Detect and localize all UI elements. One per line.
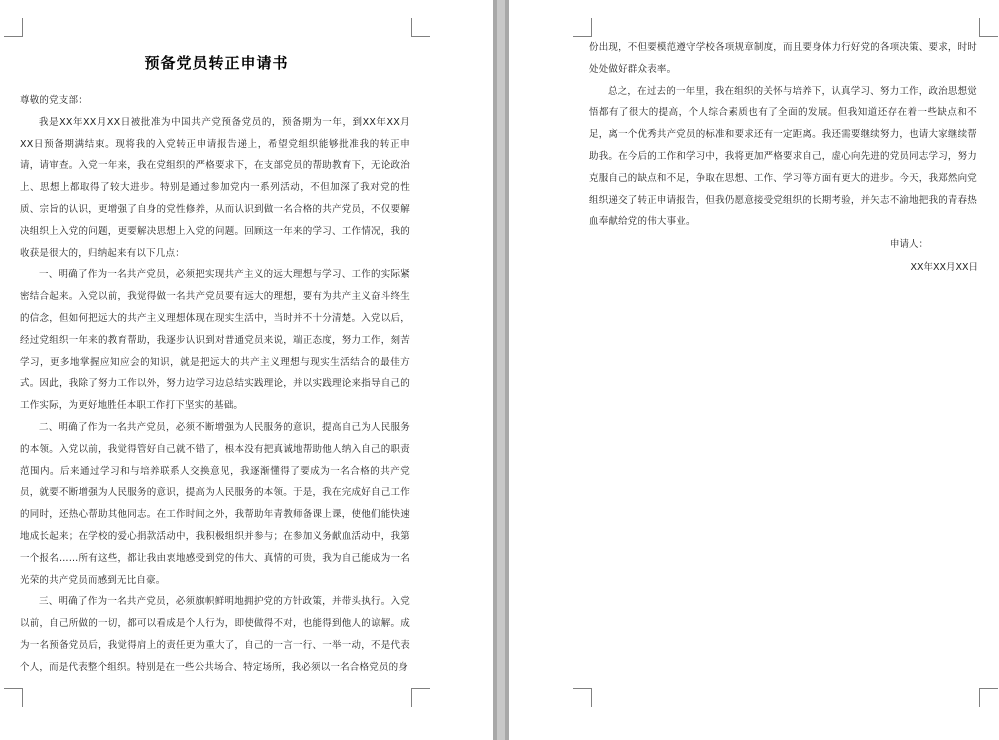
document-body-page-2 <box>589 37 977 233</box>
page-separator-highlight <box>497 0 505 740</box>
document-page-1 <box>0 0 493 740</box>
body-paragraph: 三、明确了作为一名共产党员，必须旗帜鲜明地拥护党的方针政策，并带头执行。入党以前，自己所做的一切，都可以看成是个人行为，即使做得不对，也能得到他人的谅解。成为一名预备党员后，我觉得肩上的责任更为重大了，自己的一言一行、一举一动，不是代表个人，而是代表整个组织。特别是在一些公共场合、特定场所，我必须以一名合格党员的身 <box>20 596 410 673</box>
body-paragraph: 二、明确了作为一名共产党员，必须不断增强为人民服务的意识，提高自己为人民服务的本领。入党以前，我觉得管好自己就不错了，根本没有把真诚地帮助他人纳入自己的职责范围内。后来通过学习和与培养联系人交换意见，我逐渐懂得了要成为一名合格的共产党员，就要不断增强为人民服务的意识，提高为人民服务的本领。于是，我在完成好自己工作的同时，还热心帮助其他同志。在工作时间之外，我帮助年青教师备课上课，使他们能快速地成长起来；在学校的爱心捐款活动中，我积极组织并参与；在参加义务献血活动中，我第一个报名……所有这些，都让我由衷地感受到党的伟大、真情的可贵，我为自己能成为一名光荣的共产党员而感到无比自豪。 <box>20 421 410 586</box>
crop-mark-bottom-right <box>411 688 430 707</box>
document-title: 预备党员转正申请书 <box>144 54 289 72</box>
crop-mark-top-left <box>4 18 23 37</box>
signature-label: 申请人： <box>889 239 928 250</box>
crop-mark-bottom-right <box>979 688 998 707</box>
body-paragraph: 总之，在过去的一年里，我在组织的关怀与培养下，认真学习、努力工作，政治思想觉悟都有了很大的提高，个人综合素质也有了全面的发展。但我知道还存在着一些缺点和不足，离一个优秀共产党员的标准和要求还有一定距离。我还需要继续努力，也请大家继续帮助我。在今后的工作和学习中，我将更加严格要求自己，虚心向先进的党员同志学习，努力克服自己的缺点和不足，争取在思想、工作、学习等方面有更大的进步。今天，我郑然向党组织递交了转正申请报告，但我仍愿意接受党组织的长期考验，并矢志不渝地把我的青春热血奉献给党的伟大事业。 <box>589 85 978 228</box>
body-paragraph: 份出现，不但要模范遵守学校各项规章制度，而且要身体力行好党的各项决策、要求，时时处处做好群众表率。 <box>589 42 978 75</box>
signature-date: XX年XX月XX日 <box>910 262 978 273</box>
crop-mark-top-right <box>411 18 430 37</box>
salutation: 尊敬的党支部： <box>20 95 88 106</box>
crop-mark-top-right <box>979 18 998 37</box>
body-paragraph: 一、明确了作为一名共产党员，必须把实现共产主义的远大理想与学习、工作的实际紧密结合起来。入党以前，我觉得做一名共产党员要有远大的理想，要有为共产主义奋斗终生的信念，但如何把远大的共产主义理想体现在现实生活中，当时并不十分清楚。入党以后，经过党组织一年来的教育帮助，我逐步认识到对普通党员来说，端正态度，努力工作，刻苦学习，更多地掌握应知应会的知识，就是把远大的共产主义理想与现实生活结合的最佳方式。因此，我除了努力工作以外，努力边学习边总结实践理论，并以实践理论来指导自己的工作实际，为更好地胜任本职工作打下坚实的基础。 <box>20 269 410 412</box>
document-body-page-1 <box>20 90 410 679</box>
crop-mark-top-left <box>573 18 592 37</box>
body-paragraph: 我是XX年XX月XX日被批准为中国共产党预备党员的，预备期为一年，到XX年XX月XX日预备期满结束。现将我的入党转正申请报告递上，希望党组织能够批准我的转正申请，请审查。入党一年来，我在党组织的严格要求下，在支部党员的帮助教育下，无论政治上、思想上都取得了较大进步。特别是通过参加党内一系列活动，不但加深了我对党的性质、宗旨的认识，更增强了自身的党性修养，从而认识到做一名合格的共产党员，不仅要解决组织上入党的问题，更要解决思想上入党的问题。回顾这一年来的学习、工作情况，我的收获是很大的，归纳起来有以下几点： <box>20 116 410 259</box>
crop-mark-bottom-left <box>4 688 23 707</box>
crop-mark-bottom-left <box>573 688 592 707</box>
